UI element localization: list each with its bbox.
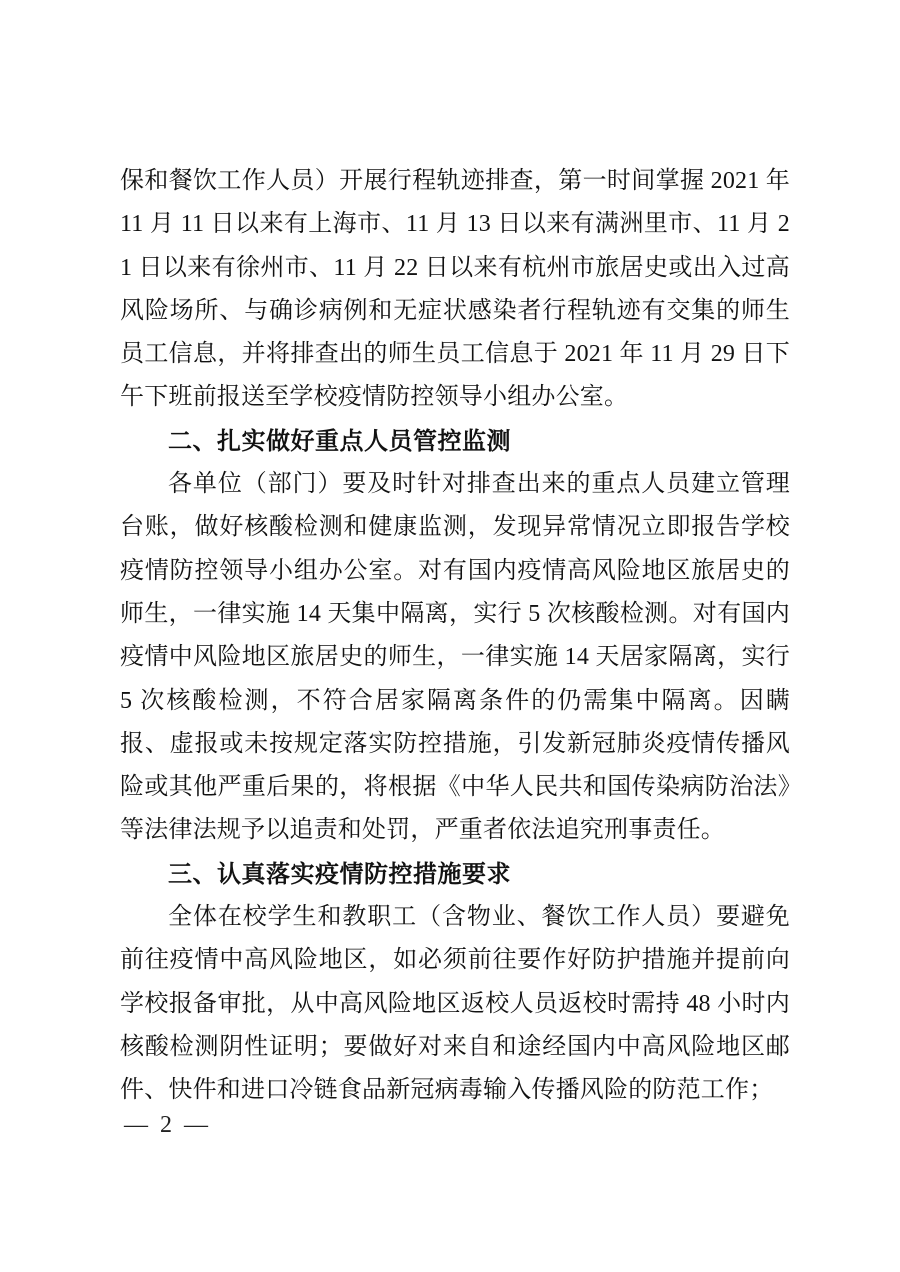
body-paragraph: 各单位（部门）要及时针对排查出来的重点人员建立管理台账，做好核酸检测和健康监测，发现异常情况立即报告学校疫情防控领导小组办公室。对有国内疫情高风险地区旅居史的师生，一律实施 14 天集中隔离，实行 5 次核酸检测。对有国内疫情中风险地区旅居史的师生，一律实施 14 天居家隔离，实行 5 次核酸检测，不符合居家隔离条件的仍需集中隔离。因瞒报、虚报或未按规定落实防控措施，引发新冠肺炎疫情传播风险或其他严重后果的，将根据《中华人民共和国传染病防治法》等法律法规予以追责和处罚，严重者依法追究刑事责任。 <box>120 471 790 844</box>
page-footer <box>124 1112 211 1139</box>
section-heading: 二、扎实做好重点人员管控监测 <box>168 427 511 455</box>
page-number: — 2 — <box>124 1112 211 1138</box>
section-heading: 三、认真落实疫情防控措施要求 <box>168 860 511 888</box>
body-paragraph: 保和餐饮工作人员）开展行程轨迹排查，第一时间掌握 2021 年 11 月 11 日以来有上海市、11 月 13 日以来有满洲里市、11 月 21 日以来有徐州市、11 月 22 日以来有杭州市旅居史或出入过高风险场所、与确诊病例和无症状感染者行程轨迹有交集的师生员工信息，并将排查出的师生员工信息于 2021 年 11 月 29 日下午下班前报送至学校疫情防控领导小组办公室。 <box>120 168 790 411</box>
body-paragraph: 全体在校学生和教职工（含物业、餐饮工作人员）要避免前往疫情中高风险地区，如必须前往要作好防护措施并提前向学校报备审批，从中高风险地区返校人员返校时需持 48 小时内核酸检测阴性证明；要做好对来自和途经国内中高风险地区邮件、快件和进口冷链食品新冠病毒输入传播风险的防范工作； <box>120 904 790 1104</box>
document-body <box>120 160 790 1113</box>
